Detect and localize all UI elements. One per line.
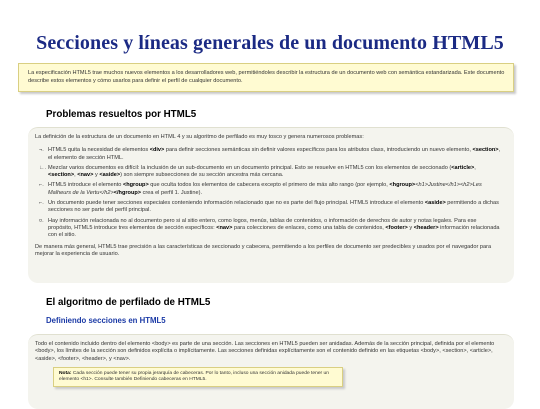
list-item — [35, 182, 506, 197]
intro-text: La especificación HTML5 trae muchos nuevos elementos a los desarrolladores web, permitiéndoles describir la estructura de un documento web con semántica estandarizada. Este documento describe estos elementos y cómo usarlos para definir el perfil de cualquier documento. — [28, 70, 505, 84]
list-item — [35, 218, 506, 240]
algorithm-heading: El algoritmo de perfilado de HTML5 — [46, 297, 211, 308]
note-label: Nota: — [59, 370, 72, 376]
list-item — [35, 147, 506, 162]
note-callout — [53, 367, 343, 388]
list-item-text: Hay información relacionada no al documento pero si al sitio entero, como logos, menús, tablas de contenidos, o información de derechos de autor y notas legales. Para ese propósito, HTML5 introduce tres elementos de sección específicos: <nav> para colecciones de enlaces, como una tabla de contenidos, <footer> y <header> información relacionada con el sitio. — [48, 217, 500, 239]
list-item-text: Mezclar varios documentos es difícil: la inclusión de un sub-documento en un documento principal. Esto se resuelve en HTML5 con los elementos de seccionado (<article>, <section>, <nav> y <aside>) son siempre subsecciones de su sección ancestra más cercana. — [48, 164, 476, 179]
list-marker: ∟. — [39, 164, 47, 171]
sections-box — [28, 334, 514, 409]
list-item-text: Un documento puede tener secciones especiales conteniendo información relacionado que no es parte del flujo principal. HTML5 introduce el elemento <aside> permitiendo a dichas secciones no ser parte del perfil principal. — [48, 200, 499, 214]
sections-subheading: Definiendo secciones en HTML5 — [46, 316, 166, 325]
problems-list — [35, 147, 506, 239]
note-text: Cada sección puede tener su propia jerarquía de cabeceras. Por lo tanto, incluso una sección anidada puede tener un elemento <h1>. Consulte también Definiendo cabeceras en HTML5. — [59, 370, 329, 383]
list-marker: ¬. — [39, 147, 44, 154]
sections-body: Todo el contenido incluido dentro del elemento <body> es parte de una sección. Las secciones en HTML5 pueden ser anidadas. Además de la sección principal, definida por el elemento <body>, los límites de la sección son definidos explícita o implícitamente. Las secciones definidas explícitamente son el contenido definido en las etiquetas <body>, <section>, <article>, <aside>, <footer>, <header>, y <nav>. — [35, 341, 495, 362]
page-title: Secciones y líneas generales de un documento HTML5 — [36, 32, 504, 54]
problems-lead: La definición de la estructura de un documento en HTML 4 y su algoritmo de perfilado es muy tosco y genera numerosos problemas: — [35, 134, 364, 140]
intro-callout — [18, 63, 514, 92]
list-item — [35, 165, 506, 180]
list-marker: ⌐. — [39, 182, 44, 189]
list-marker: ⌐. — [39, 200, 44, 207]
list-item-text: HTML5 introduce el elemento <hgroup> que oculta todos los elementos de cabecera excepto el primero de más alto rango (por ejemplo, <hgroup><h1>Justine</h1><h2>Les Malheurs de la Vertu</h2></hgroup> crea el perfil 1. Justine). — [48, 182, 482, 196]
problems-heading: Problemas resueltos por HTML5 — [46, 109, 197, 120]
problems-closing: De manera más general, HTML5 trae precisión a las características de seccionado y cabecera, permitiendo a los perfiles de documento ser predecibles y usados por el navegador para mejorar la experiencia de usuario. — [35, 243, 492, 257]
list-marker: ¤. — [39, 217, 44, 224]
problems-box — [28, 127, 514, 283]
list-item-text: HTML5 quita la necesidad de elementos <div> para definir secciones semánticas sin definir valores específicos para los atributos class, introduciendo un nuevo elemento, <section>, el elemento de sección HTML. — [48, 147, 501, 161]
list-item — [35, 200, 506, 215]
